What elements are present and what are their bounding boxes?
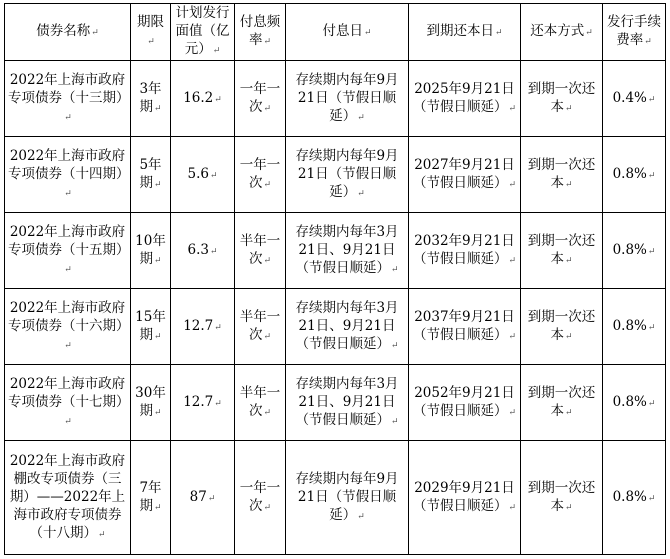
cell-repayment-method: 到期一次还本↵ (521, 137, 603, 213)
cell-fee-rate: 0.8%↵ (603, 441, 666, 555)
cell-fee-rate: 0.8%↵ (603, 213, 666, 289)
cell-repayment-method: 到期一次还本↵ (521, 441, 603, 555)
cell-maturity-date: 2052年9月21日（节假日顺延）↵ (409, 365, 521, 441)
cell-planned-amount: 12.7↵ (171, 365, 235, 441)
cell-planned-amount: 12.7↵ (171, 289, 235, 365)
header-planned-amount: 计划发行面值（亿元）↵ (171, 4, 235, 61)
cell-planned-amount: 16.2↵ (171, 61, 235, 137)
cell-maturity-date: 2037年9月21日（节假日顺延）↵ (409, 289, 521, 365)
cell-term: 30年期↵ (131, 365, 171, 441)
cell-bond-name: 2022年上海市政府专项债券（十六期）↵ (5, 289, 131, 365)
cell-interest-date: 存续期内每年3月21日、9月21日（节假日顺延）↵ (286, 365, 409, 441)
cell-term: 5年期↵ (131, 137, 171, 213)
table-row (5, 137, 666, 213)
header-fee-rate: 发行手续费率↵ (603, 4, 666, 61)
cell-fee-rate: 0.8%↵ (603, 137, 666, 213)
table-row (5, 365, 666, 441)
cell-bond-name: 2022年上海市政府专项债券（十七期）↵ (5, 365, 131, 441)
header-repayment-method: 还本方式↵ (521, 4, 603, 61)
cell-interest-date: 存续期内每年9月21日（节假日顺延）↵ (286, 61, 409, 137)
table-row (5, 289, 666, 365)
cell-term: 10年期↵ (131, 213, 171, 289)
cell-maturity-date: 2032年9月21日（节假日顺延）↵ (409, 213, 521, 289)
cell-term: 15年期↵ (131, 289, 171, 365)
cell-term: 3年期↵ (131, 61, 171, 137)
cell-bond-name: 2022年上海市政府专项债券（十三期）↵ (5, 61, 131, 137)
cell-repayment-method: 到期一次还本↵ (521, 213, 603, 289)
header-interest-date: 付息日↵ (286, 4, 409, 61)
table-row (5, 213, 666, 289)
cell-interest-date: 存续期内每年9月21日（节假日顺延）↵ (286, 441, 409, 555)
header-term: 期限↵ (131, 4, 171, 61)
cell-bond-name: 2022年上海市政府专项债券（十四期）↵ (5, 137, 131, 213)
table-row (5, 441, 666, 555)
cell-repayment-method: 到期一次还本↵ (521, 61, 603, 137)
cell-repayment-method: 到期一次还本↵ (521, 365, 603, 441)
cell-planned-amount: 5.6↵ (171, 137, 235, 213)
cell-planned-amount: 6.3↵ (171, 213, 235, 289)
cell-interest-frequency: 半年一次↵ (235, 289, 286, 365)
cell-interest-frequency: 半年一次↵ (235, 213, 286, 289)
cell-planned-amount: 87↵ (171, 441, 235, 555)
header-bond-name: 债券名称↵ (5, 4, 131, 61)
cell-fee-rate: 0.8%↵ (603, 365, 666, 441)
cell-maturity-date: 2029年9月21日（节假日顺延）↵ (409, 441, 521, 555)
cell-interest-date: 存续期内每年3月21日、9月21日（节假日顺延）↵ (286, 213, 409, 289)
header-interest-frequency: 付息频率↵ (235, 4, 286, 61)
header-row (5, 4, 666, 61)
cell-maturity-date: 2025年9月21日（节假日顺延）↵ (409, 61, 521, 137)
cell-interest-frequency: 一年一次↵ (235, 137, 286, 213)
cell-maturity-date: 2027年9月21日（节假日顺延）↵ (409, 137, 521, 213)
cell-fee-rate: 0.8%↵ (603, 289, 666, 365)
cell-bond-name: 2022年上海市政府棚改专项债券（三期）——2022年上海市政府专项债券（十八期）↵ (5, 441, 131, 555)
cell-interest-frequency: 一年一次↵ (235, 61, 286, 137)
header-maturity-date: 到期还本日↵ (409, 4, 521, 61)
bond-table (4, 3, 666, 555)
cell-bond-name: 2022年上海市政府专项债券（十五期）↵ (5, 213, 131, 289)
cell-fee-rate: 0.4%↵ (603, 61, 666, 137)
cell-interest-date: 存续期内每年9月21日（节假日顺延）↵ (286, 137, 409, 213)
cell-interest-date: 存续期内每年3月21日、9月21日（节假日顺延）↵ (286, 289, 409, 365)
cell-interest-frequency: 半年一次↵ (235, 365, 286, 441)
cell-repayment-method: 到期一次还本↵ (521, 289, 603, 365)
table-row (5, 61, 666, 137)
cell-interest-frequency: 一年一次↵ (235, 441, 286, 555)
cell-term: 7年期↵ (131, 441, 171, 555)
